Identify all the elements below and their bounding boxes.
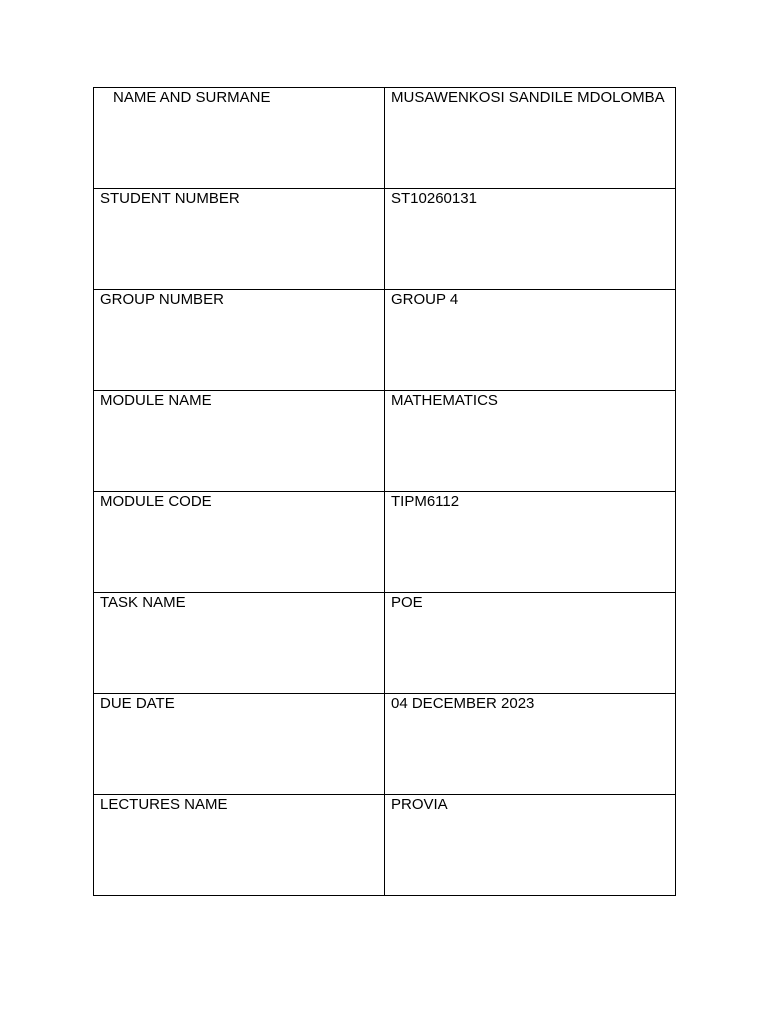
lecturer-name-label: LECTURES NAME bbox=[100, 796, 228, 813]
student-number-value: ST10260131 bbox=[391, 190, 477, 207]
name-and-surname-value: MUSAWENKOSI SANDILE MDOLOMBA bbox=[391, 89, 665, 106]
module-code-label: MODULE CODE bbox=[100, 493, 212, 510]
table-row bbox=[94, 189, 676, 290]
group-number-label: GROUP NUMBER bbox=[100, 291, 224, 308]
student-number-label: STUDENT NUMBER bbox=[100, 190, 240, 207]
value-cell bbox=[385, 795, 676, 896]
lecturer-name-value: PROVIA bbox=[391, 796, 448, 813]
module-code-value: TIPM6112 bbox=[391, 493, 460, 510]
value-cell bbox=[385, 391, 676, 492]
label-cell bbox=[94, 694, 385, 795]
module-name-value: MATHEMATICS bbox=[391, 392, 498, 409]
table-row bbox=[94, 391, 676, 492]
value-cell bbox=[385, 694, 676, 795]
table-row bbox=[94, 492, 676, 593]
value-cell bbox=[385, 290, 676, 391]
label-cell bbox=[94, 492, 385, 593]
task-name-value: POE bbox=[391, 594, 423, 611]
cover-page-table bbox=[93, 87, 676, 896]
label-cell bbox=[94, 189, 385, 290]
label-cell bbox=[94, 391, 385, 492]
due-date-value: 04 DECEMBER 2023 bbox=[391, 695, 535, 712]
task-name-label: TASK NAME bbox=[100, 594, 186, 611]
value-cell bbox=[385, 492, 676, 593]
value-cell bbox=[385, 593, 676, 694]
label-cell bbox=[94, 593, 385, 694]
table-row bbox=[94, 593, 676, 694]
value-cell bbox=[385, 88, 676, 189]
table-row bbox=[94, 694, 676, 795]
table-row bbox=[94, 88, 676, 189]
module-name-label: MODULE NAME bbox=[100, 392, 212, 409]
value-cell bbox=[385, 189, 676, 290]
table-row bbox=[94, 290, 676, 391]
table-row bbox=[94, 795, 676, 896]
label-cell bbox=[94, 795, 385, 896]
label-cell bbox=[94, 88, 385, 189]
label-cell bbox=[94, 290, 385, 391]
name-and-surname-label: NAME AND SURMANE bbox=[113, 89, 271, 106]
due-date-label: DUE DATE bbox=[100, 695, 175, 712]
group-number-value: GROUP 4 bbox=[391, 291, 459, 308]
